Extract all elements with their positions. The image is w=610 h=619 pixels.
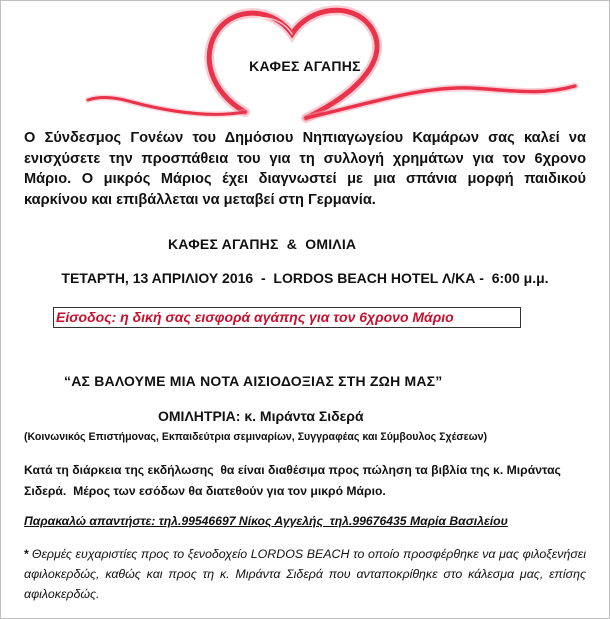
asterisk-icon: * <box>24 547 29 561</box>
thanks-note <box>24 544 586 604</box>
speaker-name: ΟΜΙΛΗΤΡΙΑ: κ. Μιράντα Σιδερά <box>158 408 364 424</box>
rsvp-contacts: Παρακαλώ απαντήστε: τηλ.99546697 Νίκος Αγγελής τηλ.99676435 Μαρία Βασιλείου <box>24 514 508 528</box>
event-date-location: ΤΕΤΑΡΤΗ, 13 ΑΠΡΙΛΙΟΥ 2016 - LORDOS BEACH HOTEL Λ/ΚΑ - 6:00 μ.μ. <box>61 270 549 286</box>
talk-motto: “ΑΣ ΒΑΛΟΥΜΕ ΜΙΑ ΝΟΤΑ ΑΙΣΙΟΔΟΞΙΑΣ ΣΤΗ ΖΩΗ ΜΑΣ” <box>64 373 443 389</box>
books-note: Κατά τη διάρκεια της εκδήλωσης θα είναι διαθέσιμα προς πώληση τα βιβλία της κ. Μιράντας Σιδερά. Μέρος των εσόδων θα διατεθούν για τον μικρό Μάριο. <box>24 463 565 498</box>
entry-note: Είσοδος: η δική σας εισφορά αγάπης για τον 6χρονο Μάριο <box>53 307 521 328</box>
speaker-credentials: (Κοινωνικός Επιστήμονας, Εκπαιδεύτρια σεμιναρίων, Συγγραφέας και Σύμβουλος Σχέσεων) <box>24 431 488 443</box>
heart-title: ΚΑΦΕΣ ΑΓΑΠΗΣ <box>249 58 361 74</box>
intro-paragraph: Ο Σύνδεσμος Γονέων του Δημόσιου Νηπιαγωγείου Καμάρων σας καλεί να ενισχύσετε την προσπάθεια του για τη συλλογή χρημάτων για τον 6χρονο Μάριο. Ο μικρός Μάριος έχει διαγνωστεί με μια σπάνια μορφή παιδικού καρκίνου και επιβάλλεται να μεταβεί στη Γερμανία. <box>24 130 586 208</box>
event-title: ΚΑΦΕΣ ΑΓΑΠΗΣ & ΟΜΙΛΙΑ <box>168 236 357 252</box>
thanks-text: Θερμές ευχαριστίες προς το ξενοδοχείο LORDOS BEACH το οποίο προσφέρθηκε να μας φιλοξενήσει αφιλοκερδώς, καθώς και προς τη κ. Μιράντα Σιδερά που ανταποκρίθηκε στο κάλεσμα μας, επίσης αφιλοκερδώς. <box>24 547 586 601</box>
